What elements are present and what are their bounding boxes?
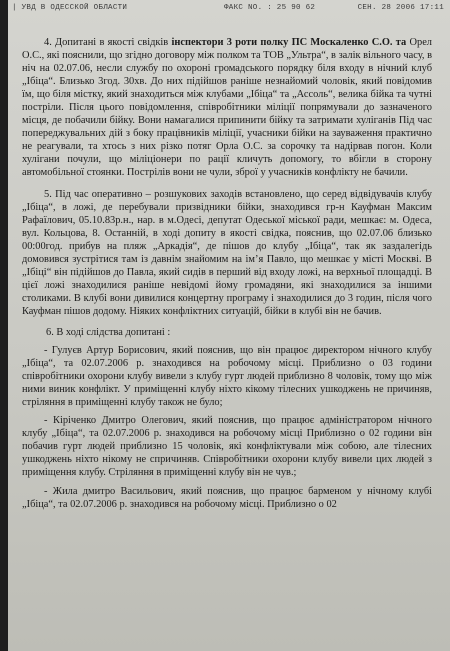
paragraph-p4-run-1: інспектори 3 роти полку ПС Москаленко С.О. та	[171, 37, 407, 48]
paragraph-p4-run-0: 4. Допитані в якості свідків	[44, 37, 172, 48]
fax-date: СЕН. 28 2006 17:11	[357, 4, 444, 12]
witness-kirichenko: - Кіріченко Дмитро Олегович, який пояснив, що працює адміністратором нічного клубу „Ібіца“, та 02.07.2006 р. знаходився на робочому місці Приблизно о 02 години він побачив гурт людей приблизно 15 чоловік, які конфліктували між собою, але тілесних ушкоджень ніхто нікому не спричиняв. Співробітники охорони клубу вивели цих людей з приміщення клубу. Стріляння в приміщенні клубу він не чув.;	[22, 415, 432, 479]
fax-sender: | УВД В ОДЕССКОЙ ОБЛАСТИ	[12, 4, 128, 12]
witness-zhyla: - Жила дмитро Васильович, який пояснив, що працює барменом у нічному клубі „Ібіца“, та 02.07.2006 р. знаходився на робочому місці. Приблизно о 02	[22, 485, 432, 510]
document-body	[22, 36, 432, 511]
fax-number: ФАКС NO. : 25 90 62	[224, 4, 316, 12]
fax-header	[10, 4, 446, 16]
scan-shadow	[0, 0, 8, 651]
paragraph-p5-run-0: 5. Під час оперативно – розшукових заходів встановлено, що серед відвідувачів клубу „Ібіца“, в ложі, де перебували призвідники бійки, знаходився гр-н Кауфман Максим Рафаїлович, 05.10.83р.н., нар. в м.Одесі, депутат Одеської міської ради, мешкає: м. Одеса, вул. Кольцова, 8. Останній, в ході допиту в якості свідка, пояснив, що 02.07.06 близько 00:00год. прибув на пляж „Аркадія“, де пішов до клубу „Ібіца“, так як заздалегідь домовився зустрітися там із давнім знайомим на ім’я Павло, що мешкає у місті Москві. В „Ібіці“ він підійшов до Павла, який сидів в перший від входу ложі, на верхньої площадці. В цієї ложі знаходилися раніше невідомі йому громадяни, які знаходилися за іншими столиками. В клубі вони дивилися концертну програму і знаходилися до 3 годин, після чого Кауфман пішов додому. Ніяких конфліктних ситуацій, бійки в клубі він не бачив.	[22, 188, 432, 317]
document-page	[8, 0, 450, 651]
witness-gulуev: - Гулуєв Артур Борисович, який пояснив, що він працює директором нічного клубу „Ібіца“, та 02.07.2006 р. знаходився на робочому місці. Приблизно о 03 години співробітники охорони клубу вивели з клубу гурт людей приблизно 8 чоловік, тому що між ними виник конфлікт. У приміщенні клубу ніхто кікому тілесних ушкоджень не причиняв, стріляння в приміщенні клубу також не було;	[22, 345, 432, 409]
paragraph-4	[22, 36, 432, 180]
section-6-heading: 6. В ході слідства допитані :	[46, 326, 171, 338]
paragraph-5	[22, 188, 432, 318]
paragraph-p4-run-2: Орел О.С., які пояснили, що згідно договору між полком та ТОВ „Ультра“, в залік вільного часу, в ніч на 02.07.06, несли службу по охороні громадського порядку біля входу в нічний клуб „Ібіца“. Близько 3год. 30хв. До них підійшов раніше незнайомий чоловік, який повідомив їм, що біля містку, який знаходиться між клубами „Ібіца“ та „Ассоль“, велика бійка та чутні постріли. Після цього повідомлення, співробітники міліції попрямували до зазначеного місця, де побачили бійку. Вони намагалися припинити бійку та затримати хуліганів Під час попереджувальних дій з боку працівників міліції, учасники бійки на зауваження практично не реагували, та хтось з них різко потяг Орла О.С. за сорочку та надірвав погон. Коли хулігани почули, що міліціонери по рації кличуть допомогу, то вбігли в сторону автомобільної стоянки. Пострілів вони не чули, зброї у учасників конфлікту не бачили.	[22, 37, 432, 179]
